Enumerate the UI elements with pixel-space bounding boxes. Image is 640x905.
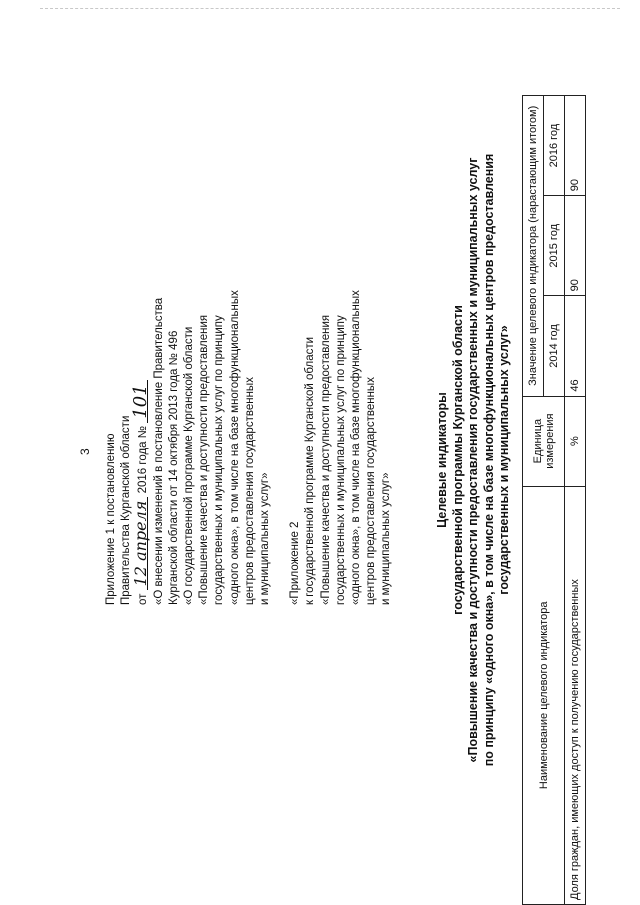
- value-cell: 90: [565, 196, 586, 296]
- document-heading: [435, 110, 513, 810]
- handwritten-number: 101: [134, 380, 148, 422]
- appendix1-line: центров предоставления государственных: [243, 377, 256, 605]
- handwritten-date: 12 апреля: [134, 497, 148, 591]
- indicators-table-wrapper: [522, 95, 586, 905]
- appendix1-line: «одного окна», в том числе на базе многофункциональных: [228, 290, 241, 605]
- appendix1-line: и муниципальных услуг»: [259, 472, 272, 605]
- header-unit: Единица измерения: [523, 396, 565, 486]
- appendix1-line: государственных и муниципальных услуг по принципу: [213, 315, 226, 605]
- header-value: Значение целевого индикатора (нарастающим итогом): [523, 96, 544, 397]
- appendix1-line: «Повышение качества и доступности предоставления: [198, 314, 211, 605]
- appendix1-line: Правительства Курганской области: [120, 415, 133, 605]
- heading-line: государственных и муниципальных услуг»: [497, 325, 511, 595]
- appendix1-line: «О внесении изменений в постановление Правительства: [152, 297, 165, 605]
- appendix2-line: «Повышение качества и доступности предоставления: [319, 314, 332, 605]
- appendix1-date-line: [130, 45, 152, 605]
- date-year: 2016 года №: [137, 425, 150, 494]
- heading-line: «Повышение качества и доступности предоставления государственных и муниципальных услуг: [466, 157, 480, 763]
- appendix2-line: и муниципальных услуг»: [380, 472, 393, 605]
- table-row: [565, 96, 586, 905]
- header-year: 2015 год: [544, 196, 565, 296]
- scan-artifact-line: [40, 8, 620, 9]
- appendix1-line: Курганской области от 14 октября 2013 года № 496: [167, 330, 180, 605]
- table-header-row: [523, 96, 544, 905]
- page-number: 3: [78, 448, 92, 455]
- date-prefix: от: [137, 593, 150, 605]
- value-cell: 90: [565, 96, 586, 196]
- appendix2-line: «Приложение 2: [289, 521, 302, 605]
- heading-line: по принципу «одного окна», в том числе на базе многофункциональных центров предоставления: [481, 153, 496, 767]
- header-year: 2014 год: [544, 296, 565, 396]
- heading-line: государственной программы Курганской области: [450, 305, 465, 615]
- appendix2-line: центров предоставления государственных: [365, 377, 378, 605]
- value-cell: 46: [565, 296, 586, 396]
- unit-cell: %: [565, 396, 586, 486]
- appendix1-line: Приложение 1 к постановлению: [105, 433, 117, 605]
- appendix2-line: к государственной программе Курганской области: [304, 336, 317, 605]
- appendix-block: [104, 45, 395, 605]
- indicator-name-cell: Доля граждан, имеющих доступ к получению государственных: [565, 486, 586, 904]
- header-indicator-name: Наименование целевого индикатора: [523, 486, 565, 904]
- appendix2-line: государственных и муниципальных услуг по принципу: [334, 315, 347, 605]
- appendix1-line: «О государственной программе Курганской области: [183, 326, 196, 605]
- appendix2-line: «одного окна», в том числе на базе многофункциональных: [350, 290, 363, 605]
- heading-line: Целевые индикаторы: [435, 392, 449, 528]
- header-year: 2016 год: [544, 96, 565, 196]
- indicators-table: [522, 95, 586, 905]
